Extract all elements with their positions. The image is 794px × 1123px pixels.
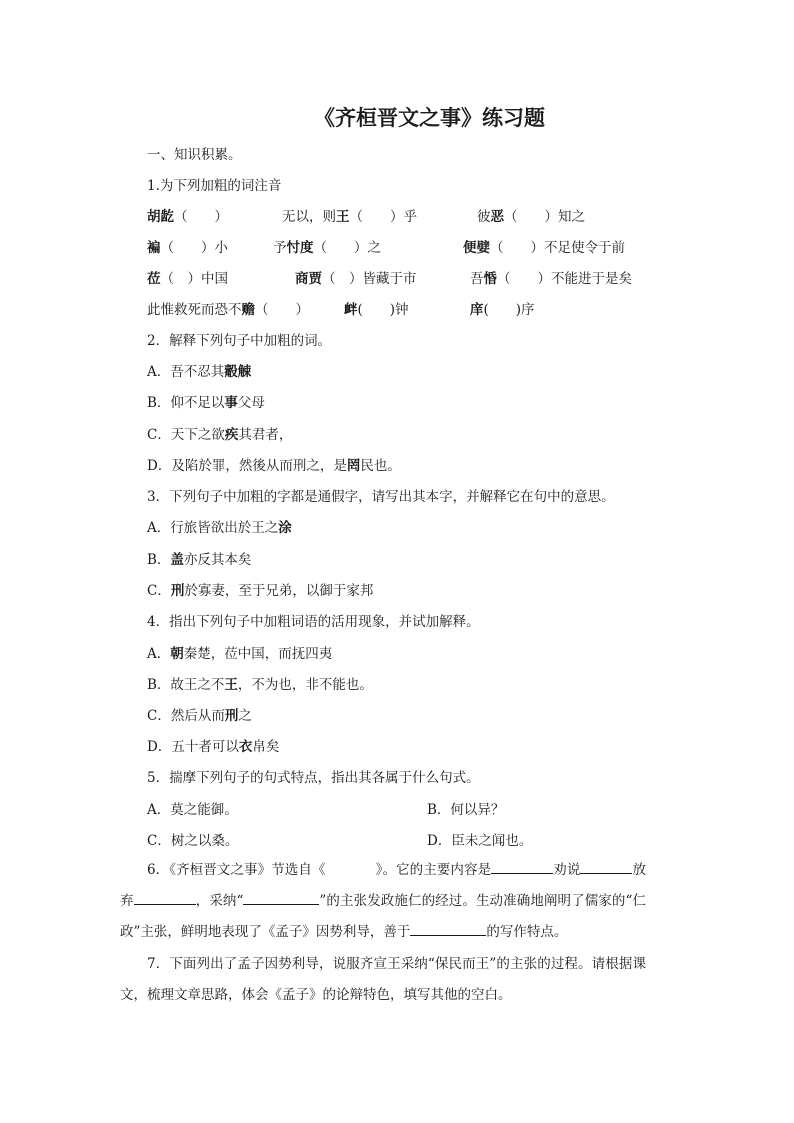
q5-option-c: C．树之以桑。 — [147, 833, 239, 849]
answer-blank — [134, 890, 196, 905]
q5-prompt: 5．揣摩下列句子的句式特点，指出其各属于什么句式。 — [147, 770, 480, 786]
q1-item: 褊（ ）小 — [147, 240, 228, 256]
q1-item: 便嬖（ ）不足使令于前 — [463, 240, 625, 256]
q4-option-b: B．故王之不王，不为也，非不能也。 — [147, 677, 373, 693]
q2-option-b: B．仰不足以事父母 — [147, 395, 265, 411]
q3-option-b: B．盖亦反其本矣 — [147, 552, 252, 568]
answer-blank — [410, 921, 486, 936]
page-title: 《齐桓晋文之事》练习题 — [314, 105, 545, 130]
q2-option-c: C．天下之欲疾其君者， — [147, 427, 293, 443]
q4-option-d: D．五十者可以衣帛矣 — [147, 739, 280, 755]
q4-prompt: 4．指出下列句子中加粗词语的活用现象，并试加解释。 — [147, 614, 480, 630]
q1-item: 予忖度（ ）之 — [273, 240, 381, 256]
q1-item: 庠( )序 — [470, 302, 535, 318]
q3-option-a: A．行旅皆欲出於王之涂 — [147, 520, 292, 536]
q2-option-a: A．吾不忍其觳觫 — [147, 364, 252, 380]
answer-blank — [580, 859, 632, 874]
q7-paragraph: 7．下面列出了孟子因势利导，说服齐宣王采纳“保民而王”的主张的过程。请根据课文，梳理文章思路，体会《孟子》的论辩特色，填写其他的空白。 — [120, 956, 646, 1003]
q1-item: 商贾（ ）皆藏于市 — [295, 271, 417, 287]
answer-blank — [326, 860, 376, 874]
q1-item: 胡龁（ ） — [147, 209, 228, 225]
section-heading: 一、知识积累。 — [147, 147, 242, 163]
q2-option-d: D．及陷於罪，然後从而刑之，是罔民也。 — [147, 458, 401, 474]
q3-prompt: 3．下列句子中加粗的字都是通假字，请写出其本字，并解释它在句中的意思。 — [147, 489, 615, 505]
q4-option-a: A．朝秦楚，莅中国，而抚四夷 — [147, 646, 333, 662]
q1-item: 此惟救死而恐不赡（ ） — [147, 302, 309, 318]
q6-paragraph: 6．《齐桓晋文之事》节选自《 》。它的主要内容是 劝说 放弃 ，采纳“ ”的主张发政施仁的经过。生动准确地阐明了儒家的“仁政”主张，鲜明地表现了《孟子》因势利导，善于 的写作特点。 — [120, 855, 646, 948]
q4-option-c: C．然后从而刑之 — [147, 708, 252, 724]
q5-option-d: D．臣未之闻也。 — [427, 833, 533, 849]
q1-item: 无以，则王（ ）乎 — [282, 209, 417, 225]
q3-option-c: C．刑於寡妻，至于兄弟，以御于家邦 — [147, 583, 374, 599]
answer-blank — [491, 859, 553, 874]
q5-option-a: A．莫之能御。 — [147, 802, 238, 818]
q2-prompt: 2．解释下列句子中加粗的词。 — [147, 333, 332, 349]
answer-blank — [243, 890, 319, 905]
q1-item: 莅（ ）中国 — [147, 271, 228, 287]
q1-prompt: 1.为下列加粗的词注音 — [147, 178, 282, 194]
q1-item: 吾惛（ ）不能进于是矣 — [470, 271, 632, 287]
q1-item: 彼恶（ ）知之 — [477, 209, 585, 225]
q1-item: 衅( )钟 — [344, 302, 409, 318]
q5-option-b: B．何以异？ — [427, 802, 505, 818]
